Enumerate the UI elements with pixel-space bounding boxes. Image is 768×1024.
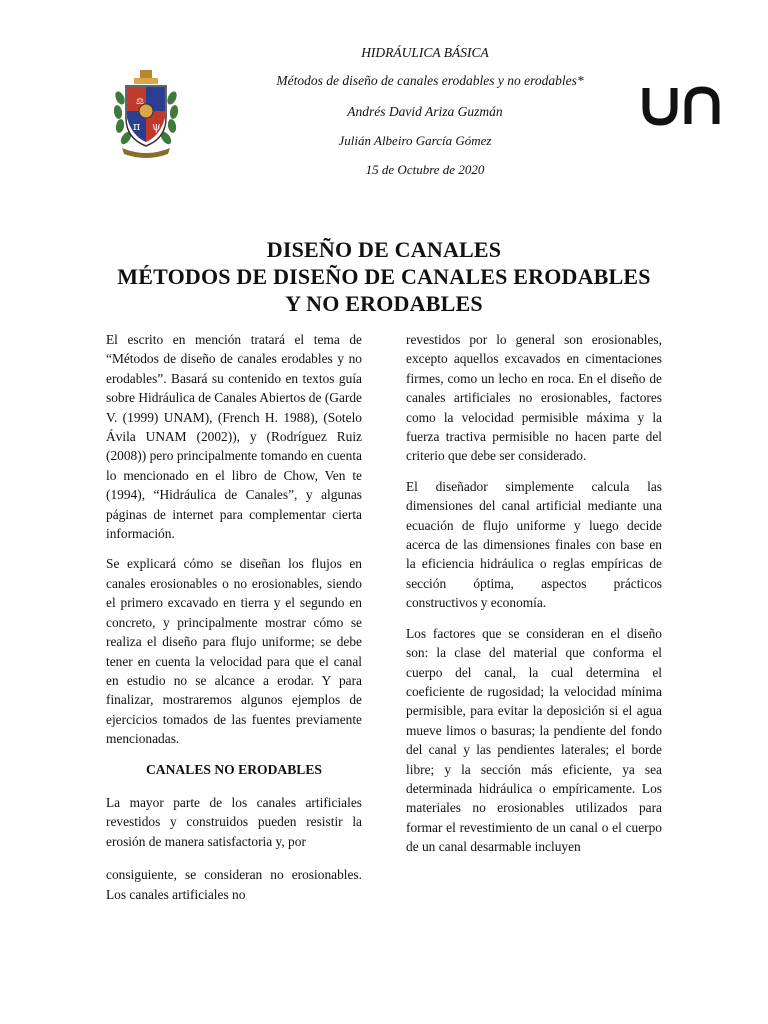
document-title-line-1: DISEÑO DE CANALES xyxy=(266,237,502,262)
scope-paragraph: Se explicará cómo se diseñan los flujos en canales erosionables o no erosionables, siendo el primero excavado en tierra y el segundo en concreto, y principalmente mostrar cómo se realiza el diseño para flujo uniforme; se debe tener en cuenta la velocidad para que el canal en estudio no se alcance a erodar. Y para finalizar, mostraremos algunos ejemplos de ejercicios tomados de las fuentes previamente mencionadas. xyxy=(106,556,362,747)
header-course: HIDRÁULICA BÁSICA xyxy=(361,45,489,60)
svg-text:ψ: ψ xyxy=(152,120,161,133)
non-erodable-paragraph-1: La mayor parte de los canales artificiales revestidos y construidos pueden resistir la erosión de manera satisfactoria y, por xyxy=(106,794,362,849)
non-erodable-paragraph-2: consiguiente, se consideran no erosionables. Los canales artificiales no xyxy=(106,867,362,902)
header-date: 15 de Octubre de 2020 xyxy=(365,162,485,177)
right-paragraph-1: revestidos por lo general son erosionables, excepto aquellos excavados en cimentaciones firmes, como un lecho en roca. En el diseño de canales artificiales no erosionables, factores como la velocidad permisible máxima y la fuerza tractiva permisible no hacen parte del criterio que debe ser considerado. xyxy=(406,332,662,464)
un-logo xyxy=(640,84,726,126)
header-author-1: Andrés David Ariza Guzmán xyxy=(347,104,503,119)
right-paragraph-3: Los factores que se consideran en el diseño son: la clase del material que conforma el cuerpo del canal, la cual determina el coeficiente de rugosidad; la velocidad mínima permisible, para evitar la deposición si el agua mueve limos o basuras; la pendiente del fondo del canal y las pendientes laterales; el borde libre; y la sección más eficiente, ya sea determinada hidráulica o empíricamente. Los materiales no erosionables utilizados para formar el revestimiento de un canal o el cuerpo de un canal desarmable incluyen xyxy=(406,625,662,855)
intro-paragraph: El escrito en mención tratará el tema de “Métodos de diseño de canales erodables y no erodables”. Basará su contenido en textos guía sobre Hidráulica de Canales Abiertos de (Garde V. (1999) UNAM), (French H. 1988), (Sotelo Ávila UNAM (2002)), y (Rodríguez Ruiz (2008)) pero principalmente tomando en cuenta lo mencionado en el libro de Chow, Ven te (1994), “Hidráulica de Canales”, y algunas páginas de internet para complementar cierta información. xyxy=(106,332,362,542)
document-title-line-3: Y NO ERODABLES xyxy=(285,291,483,316)
right-paragraph-2: El diseñador simplemente calcula las dimensiones del canal artificial mediante una ecuación de flujo uniforme y luego decide acerca de las dimensiones finales con base en la eficiencia hidráulica o reglas empíricas de sección óptima, aspectos prácticos constructivos y economía. xyxy=(406,478,662,611)
svg-text:π: π xyxy=(133,120,141,133)
university-crest-logo xyxy=(112,68,180,158)
header-author-2: Julián Albeiro García Gómez xyxy=(338,133,492,148)
left-column xyxy=(106,330,362,915)
right-column xyxy=(406,330,662,868)
document-title-line-2: MÉTODOS DE DISEÑO DE CANALES ERODABLES xyxy=(117,264,651,289)
un-logo-text: un xyxy=(640,84,641,85)
svg-text:⚖: ⚖ xyxy=(136,97,145,107)
header-subtitle: Métodos de diseño de canales erodables y no erodables* xyxy=(276,73,584,88)
section-heading: CANALES NO ERODABLES xyxy=(145,761,322,777)
